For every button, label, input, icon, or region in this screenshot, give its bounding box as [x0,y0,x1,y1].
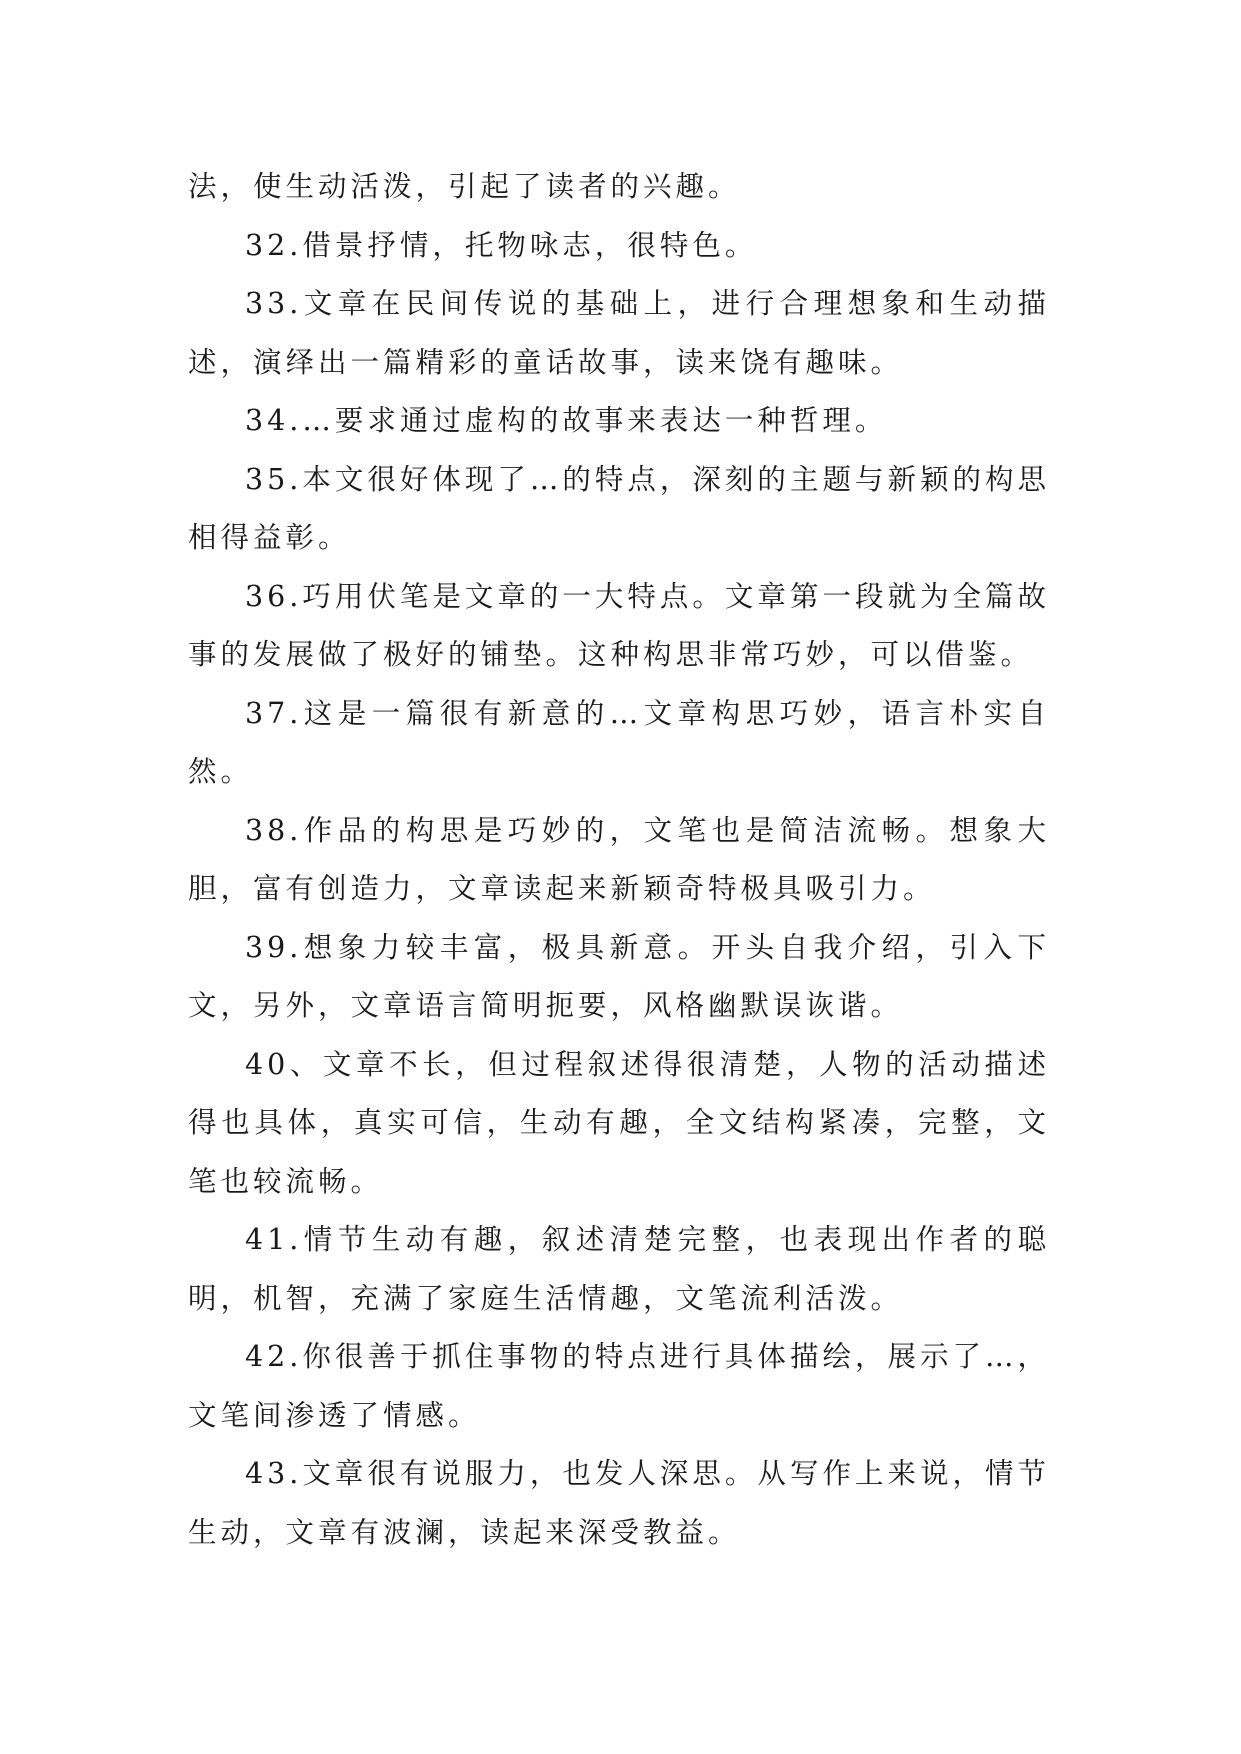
paragraph-41: 41.情节生动有趣，叙述清楚完整，也表现出作者的聪明，机智，充满了家庭生活情趣，文笔流利活泼。 [188,1223,1050,1315]
paragraph-39: 39.想象力较丰富，极具新意。开头自我介绍，引入下文，另外，文章语言简明扼要，风格幽默误诙谐。 [188,930,1050,1022]
paragraph-42: 42.你很善于抓住事物的特点进行具体描绘，展示了…，文笔间渗透了情感。 [188,1340,1050,1432]
paragraph-40: 40、文章不长，但过程叙述得很清楚，人物的活动描述得也具体，真实可信，生动有趣，全文结构紧凑，完整，文笔也较流畅。 [188,1047,1050,1198]
paragraph-43: 43.文章很有说服力，也发人深思。从写作上来说，情节生动，文章有波澜，读起来深受教益。 [188,1457,1050,1549]
paragraph-35: 35.本文很好体现了…的特点，深刻的主题与新颖的构思相得益彰。 [188,462,1050,554]
paragraph-33: 33.文章在民间传说的基础上，进行合理想象和生动描述，演绎出一篇精彩的童话故事，读来饶有趣味。 [188,287,1050,379]
paragraph-32: 32.借景抒情，托物咏志，很特色。 [245,228,758,262]
paragraph-continued: 法，使生动活泼，引起了读者的兴趣。 [188,170,741,203]
document-body [188,158,1050,1562]
paragraph-36: 36.巧用伏笔是文章的一大特点。文章第一段就为全篇故事的发展做了极好的铺垫。这种构思非常巧妙，可以借鉴。 [188,579,1050,671]
paragraph-38: 38.作品的构思是巧妙的，文笔也是简洁流畅。想象大胆，富有创造力，文章读起来新颖奇特极具吸引力。 [188,813,1050,905]
paragraph-34: 34.…要求通过虚构的故事来表达一种哲理。 [245,404,888,437]
paragraph-37: 37.这是一篇很有新意的…文章构思巧妙，语言朴实自然。 [188,696,1050,788]
